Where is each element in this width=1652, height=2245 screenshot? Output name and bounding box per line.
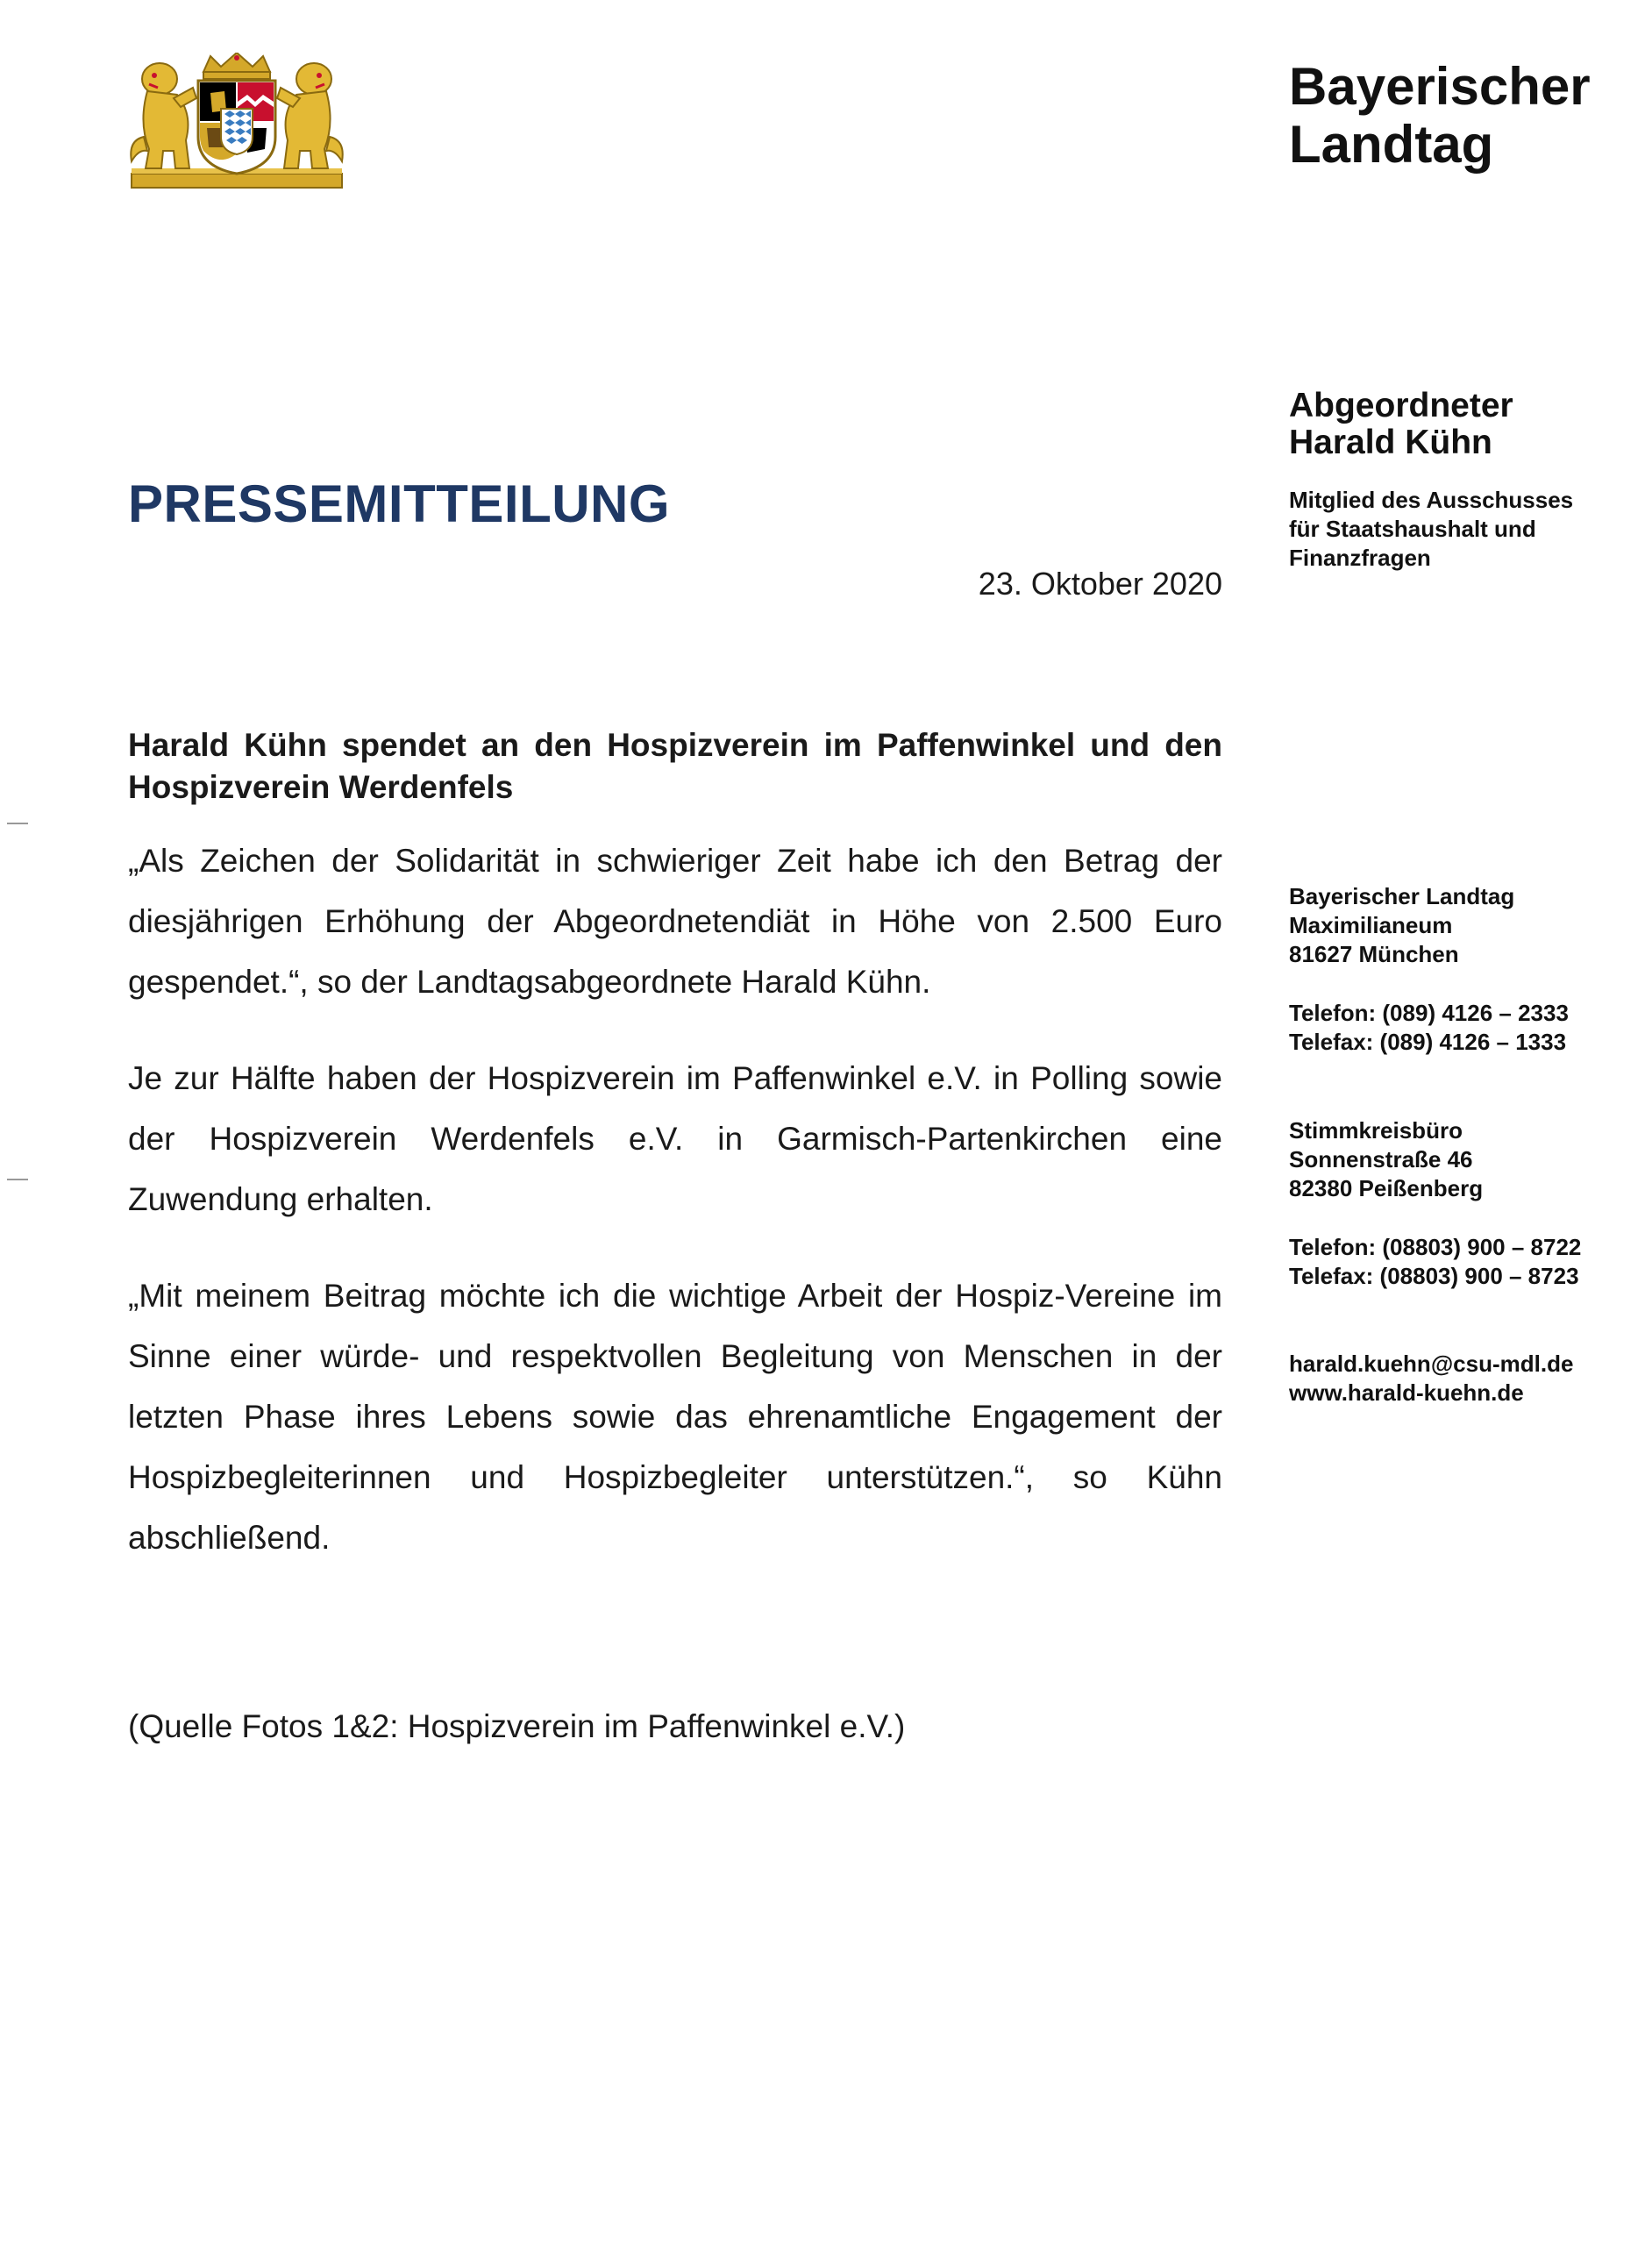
- document-heading: PRESSEMITTEILUNG: [128, 474, 671, 533]
- contact-office-telefax: Telefax: (08803) 900 – 8723: [1289, 1263, 1579, 1289]
- photo-source-note: (Quelle Fotos 1&2: Hospizverein im Paffenwinkel e.V.): [128, 1708, 906, 1744]
- body-paragraph-2: Je zur Hälfte haben der Hospizverein im Paffenwinkel e.V. in Polling sowie der Hospizverein Werdenfels e.V. in Garmisch-Partenkirchen eine Zuwendung erhalten.: [128, 1060, 1222, 1217]
- organization-name-line2: Landtag: [1289, 115, 1494, 174]
- document-date: 23. Oktober 2020: [978, 566, 1222, 602]
- sender-title: [1289, 388, 1513, 461]
- contact-office-telephone: Telefon: (08803) 900 – 8722: [1289, 1234, 1582, 1260]
- contact-landtag-phone: [1289, 999, 1569, 1057]
- contact-landtag-address: [1289, 882, 1514, 969]
- committee-line1: Mitglied des Ausschusses: [1289, 487, 1574, 513]
- contact-landtag-line1: Bayerischer Landtag: [1289, 883, 1515, 909]
- contact-landtag-telefax: Telefax: (089) 4126 – 1333: [1289, 1029, 1567, 1055]
- contact-office-line1: Stimmkreisbüro: [1289, 1117, 1463, 1144]
- contact-landtag-line2: Maximilianeum: [1289, 912, 1453, 938]
- press-release-headline: Harald Kühn spendet an den Hospizverein im Paffenwinkel und den Hospizverein Werdenfels: [128, 727, 1222, 805]
- contact-office-line2: Sonnenstraße 46: [1289, 1146, 1473, 1172]
- fold-mark-middle: [7, 1179, 28, 1180]
- organization-name: [1289, 58, 1591, 174]
- fold-mark-top: [7, 823, 28, 824]
- body-paragraph-3: „Mit meinem Beitrag möchte ich die wichtige Arbeit der Hospiz-Vereine im Sinne einer würde- und respektvollen Begleitung von Menschen in der letzten Phase ihres Lebens sowie das ehrenamtliche Engagement der Hospizbegleiterinnen und Hospizbegleiter unterstützen.“, so Kühn abschließend.: [128, 1278, 1222, 1556]
- contact-online: [1289, 1350, 1573, 1408]
- committee-line3: Finanzfragen: [1289, 545, 1431, 571]
- contact-landtag-telephone: Telefon: (089) 4126 – 2333: [1289, 1000, 1569, 1026]
- sender-name: Harald Kühn: [1289, 424, 1492, 461]
- contact-landtag-line3: 81627 München: [1289, 941, 1459, 967]
- sender-title-line1: Abgeordneter: [1289, 387, 1513, 424]
- committee-line2: für Staatshaushalt und: [1289, 516, 1536, 542]
- contact-email-link[interactable]: harald.kuehn@csu-mdl.de: [1289, 1351, 1574, 1377]
- contact-office-address: [1289, 1116, 1483, 1203]
- contact-office-line3: 82380 Peißenberg: [1289, 1175, 1484, 1201]
- contact-website-link[interactable]: www.harald-kuehn.de: [1289, 1379, 1524, 1406]
- contact-office-phone: [1289, 1233, 1581, 1291]
- body-paragraph-1: „Als Zeichen der Solidarität in schwieriger Zeit habe ich den Betrag der diesjährigen Erhöhung der Abgeordnetendiät in Höhe von 2.500 Euro gespendet.“, so der Landtagsabgeordnete Harald Kühn.: [128, 843, 1222, 1000]
- organization-name-line1: Bayerischer: [1289, 57, 1591, 116]
- coat-of-arms-icon: [123, 53, 351, 193]
- committee-membership: [1289, 486, 1573, 573]
